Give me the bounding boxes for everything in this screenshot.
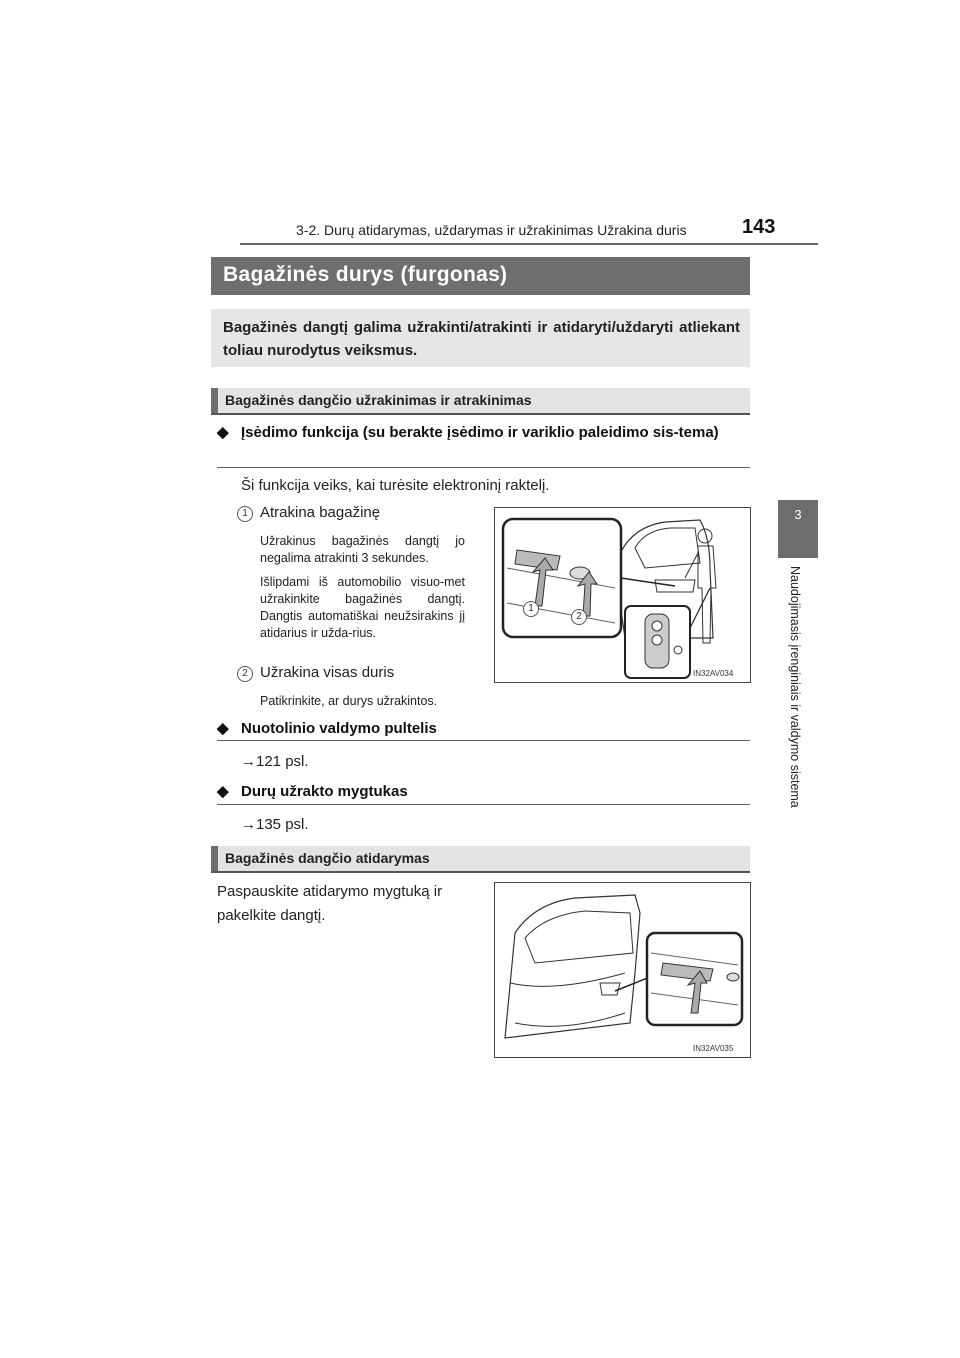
door-button-title: Durų užrakto mygtukas: [241, 783, 408, 800]
step-1-label: Atrakina bagažinę: [260, 504, 381, 521]
step-2-number: 2: [237, 666, 253, 682]
page-title: Bagažinės durys (furgonas): [223, 263, 508, 286]
step-2-note: Patikrinkite, ar durys užrakintos.: [260, 694, 438, 708]
diamond-icon: ◆: [217, 424, 229, 441]
subsection-heading-lock: [211, 388, 750, 415]
chapter-title-text: Naudojimasis įrenginiais ir valdymo sistema: [788, 566, 802, 808]
remote-title: Nuotolinio valdymo pultelis: [241, 720, 437, 737]
running-header: 3-2. Durų atidarymas, uždarymas ir užrakinimas Užrakina duris: [296, 222, 687, 238]
remote-heading: [217, 717, 749, 740]
entry-function-heading: [217, 421, 749, 444]
entry-function-description: Ši funkcija veiks, kai turėsite elektroninį raktelį.: [241, 477, 550, 494]
step-1-note-2: Išlipdami iš automobilio visuo-met užrakinkite bagažinės dangtį. Dangtis automatiškai neužsirakins jį atidarius ir užda-rius.: [260, 575, 465, 640]
open-instructions: Paspauskite atidarymo mygtuką ir pakelkite dangtį.: [217, 883, 443, 924]
divider: [217, 467, 750, 468]
intro-box: [211, 309, 750, 367]
divider: [217, 740, 750, 741]
figure-open-tailgate: [494, 882, 751, 1058]
door-button-page-ref: →135 psl.: [241, 816, 309, 833]
figure-illustration: [495, 883, 750, 1057]
entry-function-title: Įsėdimo funkcija (su berakte įsėdimo ir variklio paleidimo sis-tema): [241, 424, 719, 441]
step-1-note-1: Užrakinus bagažinės dangtį jo negalima atrakinti 3 sekundes.: [260, 534, 465, 565]
remote-page-ref: →121 psl.: [241, 753, 309, 770]
section-title-bar: [211, 257, 750, 295]
diamond-icon: ◆: [217, 720, 229, 737]
figure-callout-1: 1: [523, 601, 539, 617]
page-number: 143: [742, 216, 776, 238]
heading-edge: [211, 388, 218, 413]
header-rule: [240, 243, 818, 245]
figure-illustration: [495, 508, 750, 682]
chapter-tab: 3: [778, 500, 818, 558]
figure-unlock-tailgate: [494, 507, 751, 683]
figure-callout-2: 2: [571, 609, 587, 625]
figure-code: IN32AV034: [693, 669, 734, 678]
intro-text: Bagažinės dangtį galima užrakinti/atrakinti ir atidaryti/uždaryti atliekant toliau nurodytus veiksmus.: [223, 319, 740, 359]
step-1-number: 1: [237, 506, 253, 522]
divider: [217, 804, 750, 805]
subsection-title: Bagažinės dangčio užrakinimas ir atrakinimas: [225, 392, 532, 408]
chapter-side-title: [788, 566, 808, 856]
heading-edge: [211, 846, 218, 871]
subsection-title: Bagažinės dangčio atidarymas: [225, 850, 430, 866]
subsection-heading-open: [211, 846, 750, 873]
diamond-icon: ◆: [217, 783, 229, 800]
figure-code: IN32AV035: [693, 1044, 734, 1053]
door-button-heading: [217, 780, 749, 803]
step-2-label: Užrakina visas duris: [260, 664, 395, 681]
